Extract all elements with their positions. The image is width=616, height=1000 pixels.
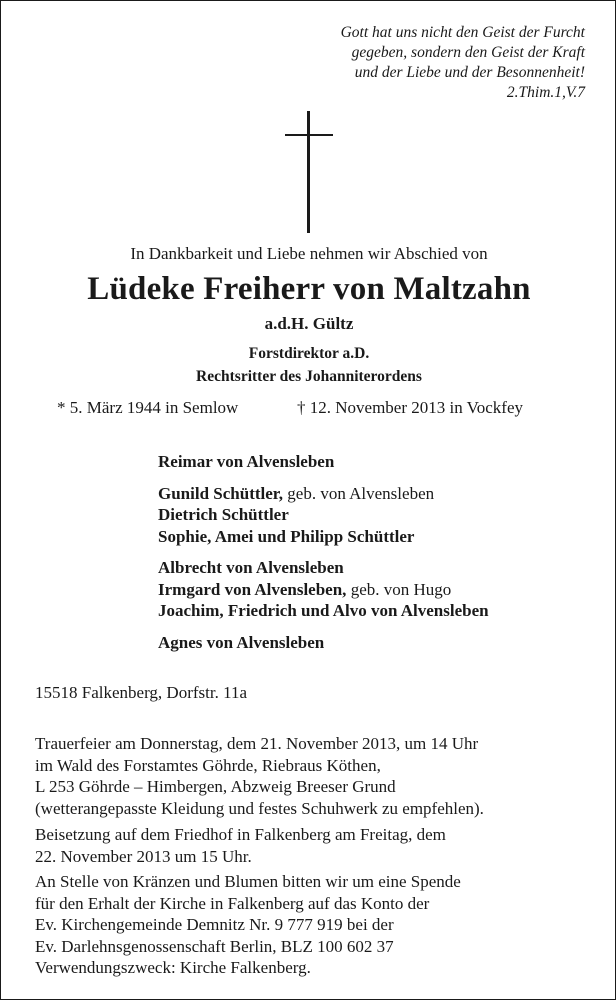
quote-line: gegeben, sondern den Geist der Kraft [351, 44, 585, 61]
cross-icon [285, 111, 333, 235]
deceased-title: Forstdirektor a.D. [248, 345, 370, 362]
mourner-entry [158, 632, 489, 654]
funeral-line: L 253 Göhrde – Himbergen, Abzweig Breeser Grund [35, 777, 396, 796]
family-address: 15518 Falkenberg, Dorfstr. 11a [35, 683, 247, 702]
donation-line: für den Erhalt der Kirche in Falkenberg auf das Konto der [35, 893, 430, 913]
mourner-note: geb. von Alvensleben [283, 483, 435, 503]
donation-line: Verwendungszweck: Kirche Falkenberg. [35, 958, 311, 977]
mourner-entry [158, 557, 489, 579]
mourner-name: Dietrich Schüttler [158, 505, 289, 524]
funeral-line: im Wald des Forstamtes Göhrde, Riebraus Köthen, [35, 755, 381, 775]
mourner-note: geb. von Hugo [346, 579, 452, 599]
quote-line: Gott hat uns nicht den Geist der Furcht [340, 24, 585, 41]
mourner-group-gap [158, 622, 489, 632]
bible-quote [245, 23, 585, 103]
burial-line: Beisetzung auf dem Friedhof in Falkenberg am Freitag, dem [35, 825, 446, 844]
mourner-name: Albrecht von Alvensleben [158, 558, 344, 577]
mourner-name: Agnes von Alvensleben [158, 632, 325, 652]
quote-reference: 2.Thim.1,V.7 [506, 84, 585, 101]
donation-line: Ev. Darlehnsgenossenschaft Berlin, BLZ 100 602 37 [35, 936, 394, 956]
mourner-name: Irmgard von Alvensleben, [158, 579, 347, 599]
deceased-title: Rechtsritter des Johanniterordens [196, 368, 422, 385]
burial-info [35, 824, 595, 867]
mourner-entry [158, 483, 489, 505]
mourner-group-gap [158, 473, 489, 483]
donation-info [35, 871, 595, 979]
mourner-group-gap [158, 547, 489, 557]
mourner-name: Gunild Schüttler, [158, 483, 284, 503]
death-date: † 12. November 2013 in Vockfey [297, 398, 524, 417]
deceased-house: a.d.H. Gültz [264, 314, 354, 333]
mourner-name: Reimar von Alvensleben [158, 452, 335, 471]
funeral-line: (wetterangepasste Kleidung und festes Schuhwerk zu empfehlen). [35, 798, 484, 818]
birth-date: * 5. März 1944 in Semlow [57, 398, 239, 417]
funeral-info [35, 733, 595, 819]
deceased-name: Lüdeke Freiherr von Maltzahn [87, 271, 531, 307]
mourner-entry [158, 600, 489, 622]
mourner-entry [158, 579, 489, 601]
donation-line: Ev. Kirchengemeinde Demnitz Nr. 9 777 919 bei der [35, 915, 394, 934]
quote-line: und der Liebe und der Besonnenheit! [354, 64, 585, 81]
mourners-list [158, 451, 489, 653]
donation-line: An Stelle von Kränzen und Blumen bitten wir um eine Spende [35, 872, 461, 891]
intro-line: In Dankbarkeit und Liebe nehmen wir Abschied von [130, 244, 488, 263]
mourner-entry [158, 504, 489, 526]
mourner-entry [158, 451, 489, 473]
mourner-entry [158, 526, 489, 548]
funeral-line: Trauerfeier am Donnerstag, dem 21. November 2013, um 14 Uhr [35, 734, 479, 753]
mourner-name: Sophie, Amei und Philipp Schüttler [158, 526, 415, 546]
burial-line: 22. November 2013 um 15 Uhr. [35, 846, 252, 866]
mourner-name: Joachim, Friedrich und Alvo von Alvensleben [158, 601, 489, 620]
